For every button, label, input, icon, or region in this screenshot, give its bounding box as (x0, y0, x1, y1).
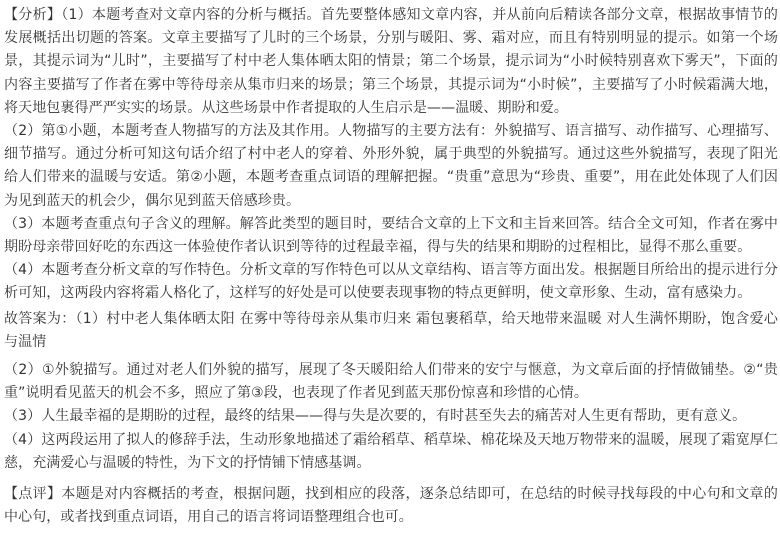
answer-paragraph-4: （4）这两段运用了拟人的修辞手法，生动形象地描述了霜给稻草、稻草垛、棉花垛及天地万物带来的温暖，展现了霜宽厚仁慈，充满爱心与温暖的特性，为下文的抒情铺下情感基调。 (4, 431, 778, 471)
analysis-paragraph-3: （3）本题考查重点句子含义的理解。解答此类型的题目时，要结合文章的上下文和主旨来回答。结合全文可知，作者在雾中期盼母亲带回好吃的东西这一体验使作者认识到等待的过程最幸福，得与失的结果和期盼的过程相比，显得不那么重要。 (4, 215, 778, 256)
comment-paragraph (4, 483, 778, 529)
analysis-tag: 【分析】 (4, 7, 62, 23)
analysis-text-1: （1）本题考查对文章内容的分析与概括。首先要整体感知文章内容，并从前向后精读各部分文章，根据故事情节的发展概括出切题的答案。文章主要描写了儿时的三个场景，分别与暖阳、雾、霜对应，而且有特别明显的提示。如第一个场景，其提示词为“儿时”，主要描写了村中老人集体晒太阳的情景；第二个场景，提示词为“小时候特别喜欢下雾天”，下面的内容主要描写了作者在雾中等待母亲从集市归来的场景；第三个场景，其提示词为“小时候”，主要描写了小时候霜满大地，将天地包裹得严严实实的场景。从这些场景中作者提取的人生启示是——温暖、期盼和爱。 (4, 7, 778, 116)
spacer (4, 475, 778, 483)
comment-tag: 【点评】 (4, 486, 62, 503)
solution-document (4, 4, 778, 529)
analysis-paragraph-1 (4, 4, 778, 120)
answer-paragraph-3: （3）人生最幸福的是期盼的过程，最终的结果——得与失是次要的，有时甚至失去的痛苦对人生更有帮助，更有意义。 (4, 408, 747, 425)
answer-paragraph-2: （2）①外貌描写。通过对老人们外貌的描写，展现了冬天暖阳给人们带来的安宁与惬意，为文章后面的抒情做铺垫。②“贵重”说明看见蓝天的机会不多，照应了第③段，也表现了作者见到蓝天那份惊喜和珍惜的心情。 (4, 362, 778, 402)
analysis-paragraph-2: （2）第①小题，本题考查人物描写的方法及其作用。人物描写的主要方法有：外貌描写、语言描写、动作描写、心理描写、细节描写。通过分析可知这句话介绍了村中老人的穿着、外形外貌，属于典型的外貌描写。通过这些外貌描写，表现了阳光给人们带来的温暖与安适。第②小题，本题考查重点词语的理解把握。“贵重”意思为“珍贵、重要”，用在此处体现了人们因为见到蓝天的机会少，偶尔见到蓝天倍感珍贵。 (4, 123, 778, 209)
answer-paragraph-1: 故答案为：（1）村中老人集体晒太阳 在雾中等待母亲从集市归来 霜包裹稻草，给天地带来温暖 对人生满怀期盼，饱含爱心与温情 (4, 310, 778, 350)
comment-text: 本题是对内容概括的考查，根据问题，找到相应的段落，逐条总结即可，在总结的时候寻找每段的中心句和文章的中心句，或者找到重点词语，用自己的语言将词语整理组合也可。 (4, 486, 778, 526)
analysis-paragraph-4: （4）本题考查分析文章的写作特色。分析文章的写作特色可以从文章结构、语言等方面出发。根据题目所给出的提示进行分析可知，这两段内容将霜人格化了，这样写的好处是可以使要表现事物的特点更鲜明，使文章形象、生动，富有感染力。 (4, 262, 778, 302)
